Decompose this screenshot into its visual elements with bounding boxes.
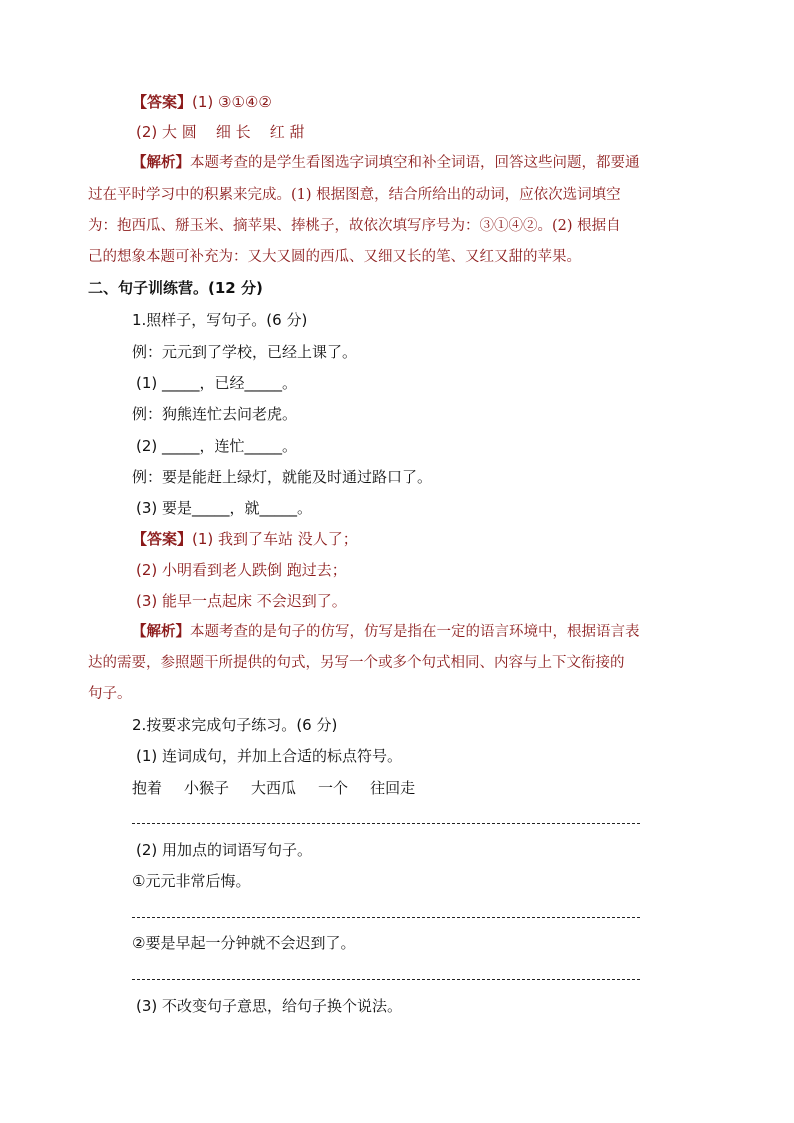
- q2-answer-line3: (3) 能早一点起床 不会迟到了。: [136, 592, 347, 610]
- analysis-label: 【解析】: [132, 624, 190, 640]
- q1-answer-line1: [132, 92, 272, 112]
- analysis-text: 本题考查的是句子的仿写，仿写是指在一定的语言环境中，根据语言表: [190, 624, 640, 640]
- answer-label: 【答案】: [132, 530, 193, 548]
- word-item: 抱着: [132, 779, 163, 797]
- q2-analysis-line2: 达的需要，参照题干所提供的句式，另写一个或多个句式相同、内容与上下文衔接的: [88, 655, 625, 671]
- example-1: 例：元元到了学校，已经上课了。: [132, 343, 358, 361]
- word-item: 大西瓜: [251, 779, 297, 797]
- q2-2-title: 2.按要求完成句子练习。(6 分): [132, 716, 338, 734]
- q2-answer-line1: [132, 529, 358, 549]
- q1-analysis-line4: 己的想象本题可补充为：又大又圆的西瓜、又细又长的笔、又红又甜的苹果。: [88, 249, 581, 265]
- q2-analysis-line1: [132, 622, 640, 642]
- blank-sentence-1: (1) _____，已经_____。: [136, 374, 298, 392]
- q1-analysis-line2: 过在平时学习中的积累来完成。(1) 根据图意，结合所给出的动词，应依次选词填空: [88, 187, 621, 203]
- q1-analysis-line3: 为：抱西瓜、掰玉米、摘苹果、捧桃子，故依次填写序号为：③①④②。(2) 根据自: [88, 218, 621, 234]
- sentence-1: ①元元非常后悔。: [132, 872, 251, 890]
- answer-blank-line[interactable]: [132, 917, 640, 918]
- example-2: 例：狗熊连忙去问老虎。: [132, 405, 298, 423]
- blank-sentence-3: (3) 要是_____，就_____。: [136, 499, 313, 517]
- answer-text: (1) 我到了车站 没人了；: [192, 530, 358, 548]
- blank-sentence-2: (2) _____，连忙_____。: [136, 437, 298, 455]
- answer-text: (1) ③①④②: [192, 93, 272, 111]
- answer-blank-line[interactable]: [132, 979, 640, 980]
- q2-sub3: (3) 不改变句子意思，给句子换个说法。: [136, 997, 403, 1015]
- section2-title: 二、句子训练营。(12 分): [88, 279, 263, 297]
- answer-label: 【答案】: [132, 93, 193, 111]
- word-item: 往回走: [370, 779, 416, 797]
- q1-analysis-line1: [132, 153, 640, 173]
- q2-answer-line2: (2) 小明看到老人跌倒 跑过去；: [136, 561, 347, 579]
- word-item: 一个: [318, 779, 349, 797]
- word-list: [132, 778, 415, 798]
- q1-answer-line2: (2) 大 圆 细 长 红 甜: [136, 123, 305, 141]
- q2-sub1: (1) 连词成句，并加上合适的标点符号。: [136, 747, 403, 765]
- q2-sub2: (2) 用加点的词语写句子。: [136, 841, 313, 859]
- q2-analysis-line3: 句子。: [88, 686, 132, 702]
- analysis-label: 【解析】: [132, 155, 190, 171]
- sentence-2: ②要是早起一分钟就不会迟到了。: [132, 934, 356, 952]
- answer-blank-line[interactable]: [132, 823, 640, 824]
- analysis-text: 本题考查的是学生看图选字词填空和补全词语，回答这些问题，都要通: [190, 155, 640, 171]
- q2-1-title: 1.照样子，写句子。(6 分): [132, 311, 308, 329]
- example-3: 例：要是能赶上绿灯，就能及时通过路口了。: [132, 468, 433, 486]
- word-item: 小猴子: [184, 779, 230, 797]
